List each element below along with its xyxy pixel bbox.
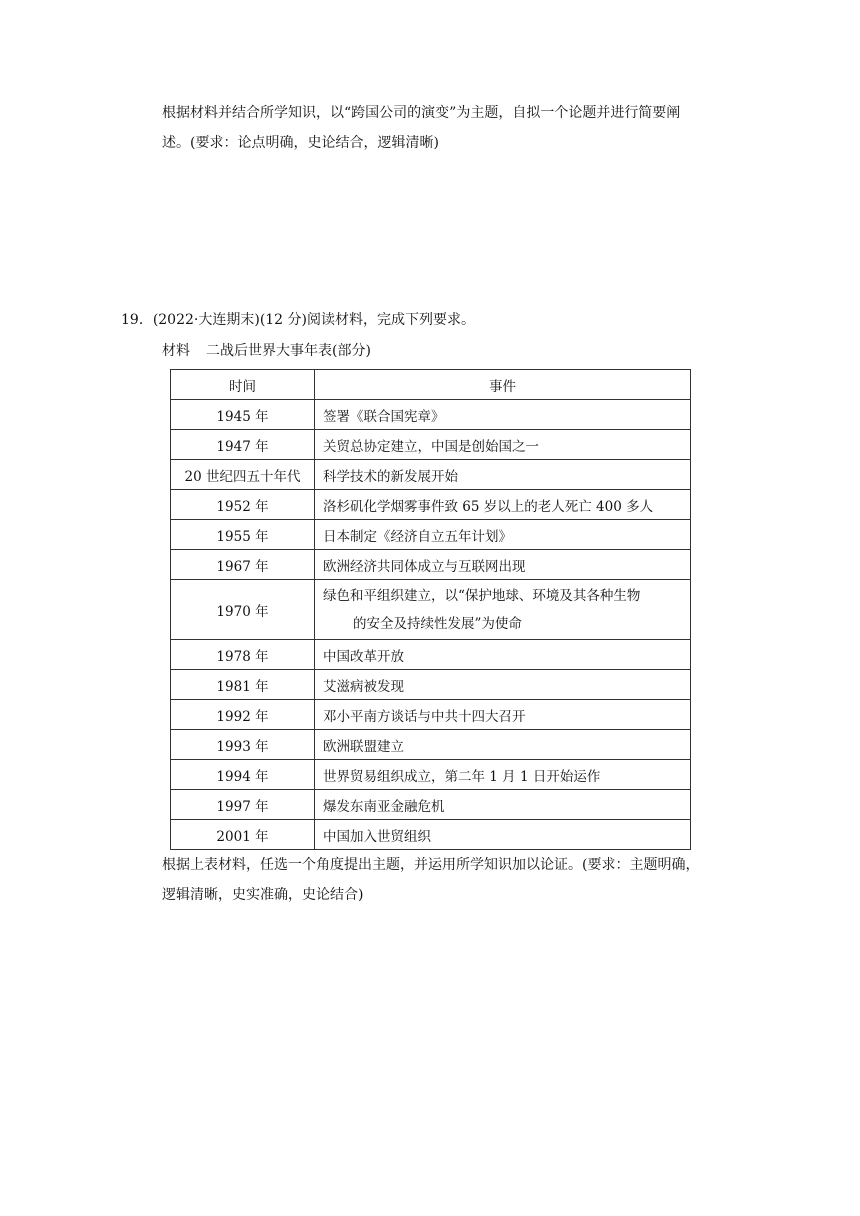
row-time: 1994 年 — [171, 760, 315, 790]
table-row — [171, 400, 691, 430]
row-time: 1970 年 — [171, 580, 315, 640]
table-row — [171, 490, 691, 520]
row-time: 1997 年 — [171, 790, 315, 820]
table-row — [171, 550, 691, 580]
row-event: 签署《联合国宪章》 — [315, 400, 691, 430]
intro-paragraph — [162, 98, 742, 158]
table-row — [171, 520, 691, 550]
row-event: 日本制定《经济自立五年计划》 — [315, 520, 691, 550]
table-row — [171, 580, 691, 640]
row-event: 关贸总协定建立，中国是创始国之一 — [315, 430, 691, 460]
row-time: 1955 年 — [171, 520, 315, 550]
row-time: 1978 年 — [171, 640, 315, 670]
material-label: 材料 — [162, 343, 190, 359]
row-time: 1945 年 — [171, 400, 315, 430]
row-time: 1947 年 — [171, 430, 315, 460]
table-row — [171, 670, 691, 700]
table-row — [171, 820, 691, 850]
table-header-row — [171, 370, 691, 400]
header-event: 事件 — [315, 370, 691, 400]
table-row — [171, 790, 691, 820]
task-paragraph — [162, 850, 742, 910]
row-event-line-1: 绿色和平组织建立，以“保护地球、环境及其各种生物 — [323, 587, 641, 604]
row-event: 欧洲联盟建立 — [315, 730, 691, 760]
row-time: 1981 年 — [171, 670, 315, 700]
table-row — [171, 730, 691, 760]
row-event: 科学技术的新发展开始 — [315, 460, 691, 490]
row-event — [315, 580, 691, 640]
table-row — [171, 640, 691, 670]
task-line-1: 根据上表材料，任选一个角度提出主题，并运用所学知识加以论证。(要求：主题明确， — [162, 857, 700, 873]
table-row — [171, 700, 691, 730]
row-event-line-2: 的安全及持续性发展”为使命 — [353, 615, 522, 632]
row-time: 1993 年 — [171, 730, 315, 760]
row-event: 世界贸易组织成立，第二年 1 月 1 日开始运作 — [315, 760, 691, 790]
task-line-2: 逻辑清晰，史实准确，史论结合) — [162, 887, 364, 903]
row-time: 1992 年 — [171, 700, 315, 730]
table-row — [171, 460, 691, 490]
table-row — [171, 430, 691, 460]
row-event: 爆发东南亚金融危机 — [315, 790, 691, 820]
table-row — [171, 760, 691, 790]
row-event: 中国改革开放 — [315, 640, 691, 670]
row-time: 20 世纪四五十年代 — [171, 460, 315, 490]
table-caption: 二战后世界大事年表(部分) — [206, 343, 371, 359]
question-header: 19．(2022·大连期末)(12 分)阅读材料，完成下列要求。 — [121, 312, 476, 328]
material-title — [162, 338, 371, 364]
row-time: 1952 年 — [171, 490, 315, 520]
intro-line-2: 述。(要求：论点明确，史论结合，逻辑清晰) — [162, 135, 439, 151]
row-event: 中国加入世贸组织 — [315, 820, 691, 850]
intro-line-1: 根据材料并结合所学知识，以“跨国公司的演变”为主题，自拟一个论题并进行简要阐 — [162, 105, 681, 121]
row-event: 洛杉矶化学烟雾事件致 65 岁以上的老人死亡 400 多人 — [315, 490, 691, 520]
row-time: 2001 年 — [171, 820, 315, 850]
events-table — [170, 369, 691, 850]
row-event: 欧洲经济共同体成立与互联网出现 — [315, 550, 691, 580]
row-time: 1967 年 — [171, 550, 315, 580]
header-time: 时间 — [171, 370, 315, 400]
row-event: 艾滋病被发现 — [315, 670, 691, 700]
row-event: 邓小平南方谈话与中共十四大召开 — [315, 700, 691, 730]
